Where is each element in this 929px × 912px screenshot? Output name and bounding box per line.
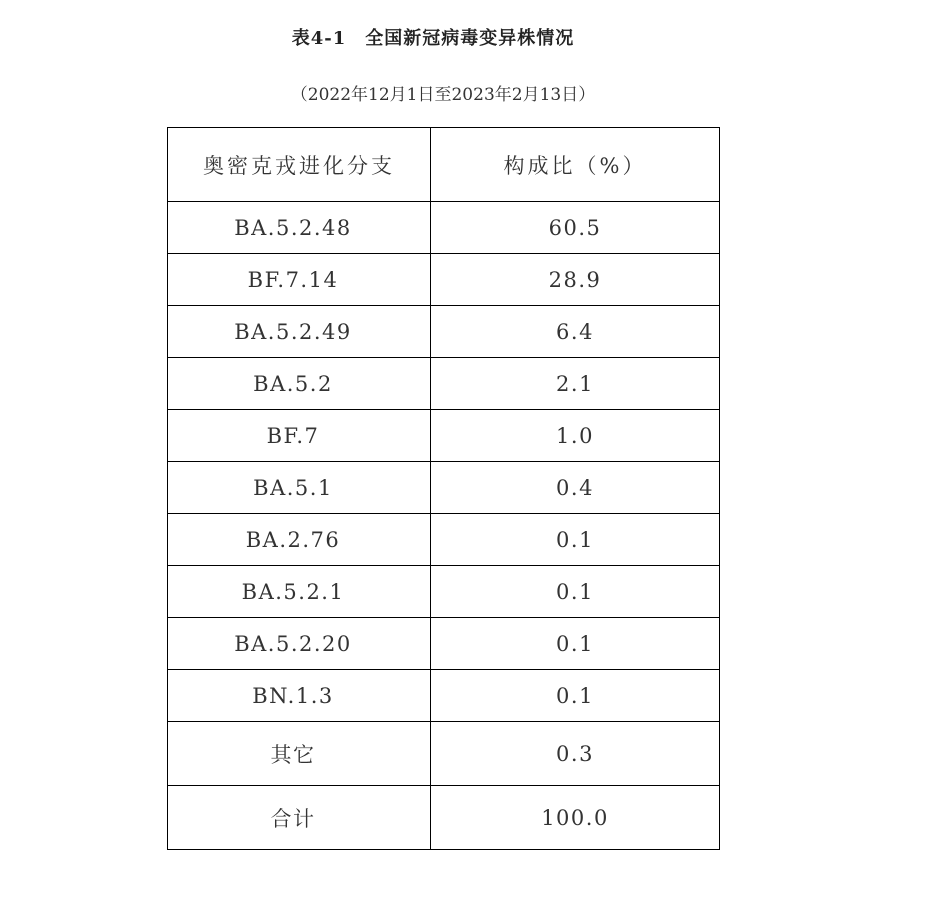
table-row <box>168 410 720 462</box>
percent-cell: 0.1 <box>431 618 720 670</box>
total-percent-cell: 100.0 <box>431 786 720 850</box>
lineage-cell: BA.5.2.1 <box>168 566 431 618</box>
table-row <box>168 618 720 670</box>
lineage-cell: BA.5.2.49 <box>168 306 431 358</box>
table-row <box>168 514 720 566</box>
table-row <box>168 566 720 618</box>
table-row <box>168 358 720 410</box>
percent-cell: 60.5 <box>431 202 720 254</box>
lineage-cell: BN.1.3 <box>168 670 431 722</box>
table-header-row <box>168 128 720 202</box>
percent-cell: 2.1 <box>431 358 720 410</box>
percent-cell: 0.1 <box>431 566 720 618</box>
table-row <box>168 462 720 514</box>
table-total-row <box>168 786 720 850</box>
table-row <box>168 722 720 786</box>
column-header-percent: 构成比（%） <box>431 128 720 202</box>
lineage-cell: BA.5.2 <box>168 358 431 410</box>
percent-cell: 0.1 <box>431 670 720 722</box>
lineage-cell: BF.7.14 <box>168 254 431 306</box>
percent-cell: 1.0 <box>431 410 720 462</box>
total-label-cell: 合计 <box>168 786 431 850</box>
table-row <box>168 306 720 358</box>
lineage-cell: BA.5.2.48 <box>168 202 431 254</box>
table-row <box>168 670 720 722</box>
table-subtitle: （2022年12月1日至2023年2月13日） <box>290 85 596 105</box>
percent-cell: 0.1 <box>431 514 720 566</box>
percent-cell: 0.3 <box>431 722 720 786</box>
percent-cell: 6.4 <box>431 306 720 358</box>
lineage-cell: BA.5.1 <box>168 462 431 514</box>
percent-cell: 0.4 <box>431 462 720 514</box>
variant-table <box>167 127 720 850</box>
lineage-cell: 其它 <box>168 722 431 786</box>
table-row <box>168 202 720 254</box>
lineage-cell: BA.5.2.20 <box>168 618 431 670</box>
percent-cell: 28.9 <box>431 254 720 306</box>
lineage-cell: BA.2.76 <box>168 514 431 566</box>
lineage-cell: BF.7 <box>168 410 431 462</box>
table-title: 表4-1 全国新冠病毒变异株情况 <box>291 28 575 49</box>
table-row <box>168 254 720 306</box>
column-header-lineage: 奥密克戎进化分支 <box>168 128 431 202</box>
